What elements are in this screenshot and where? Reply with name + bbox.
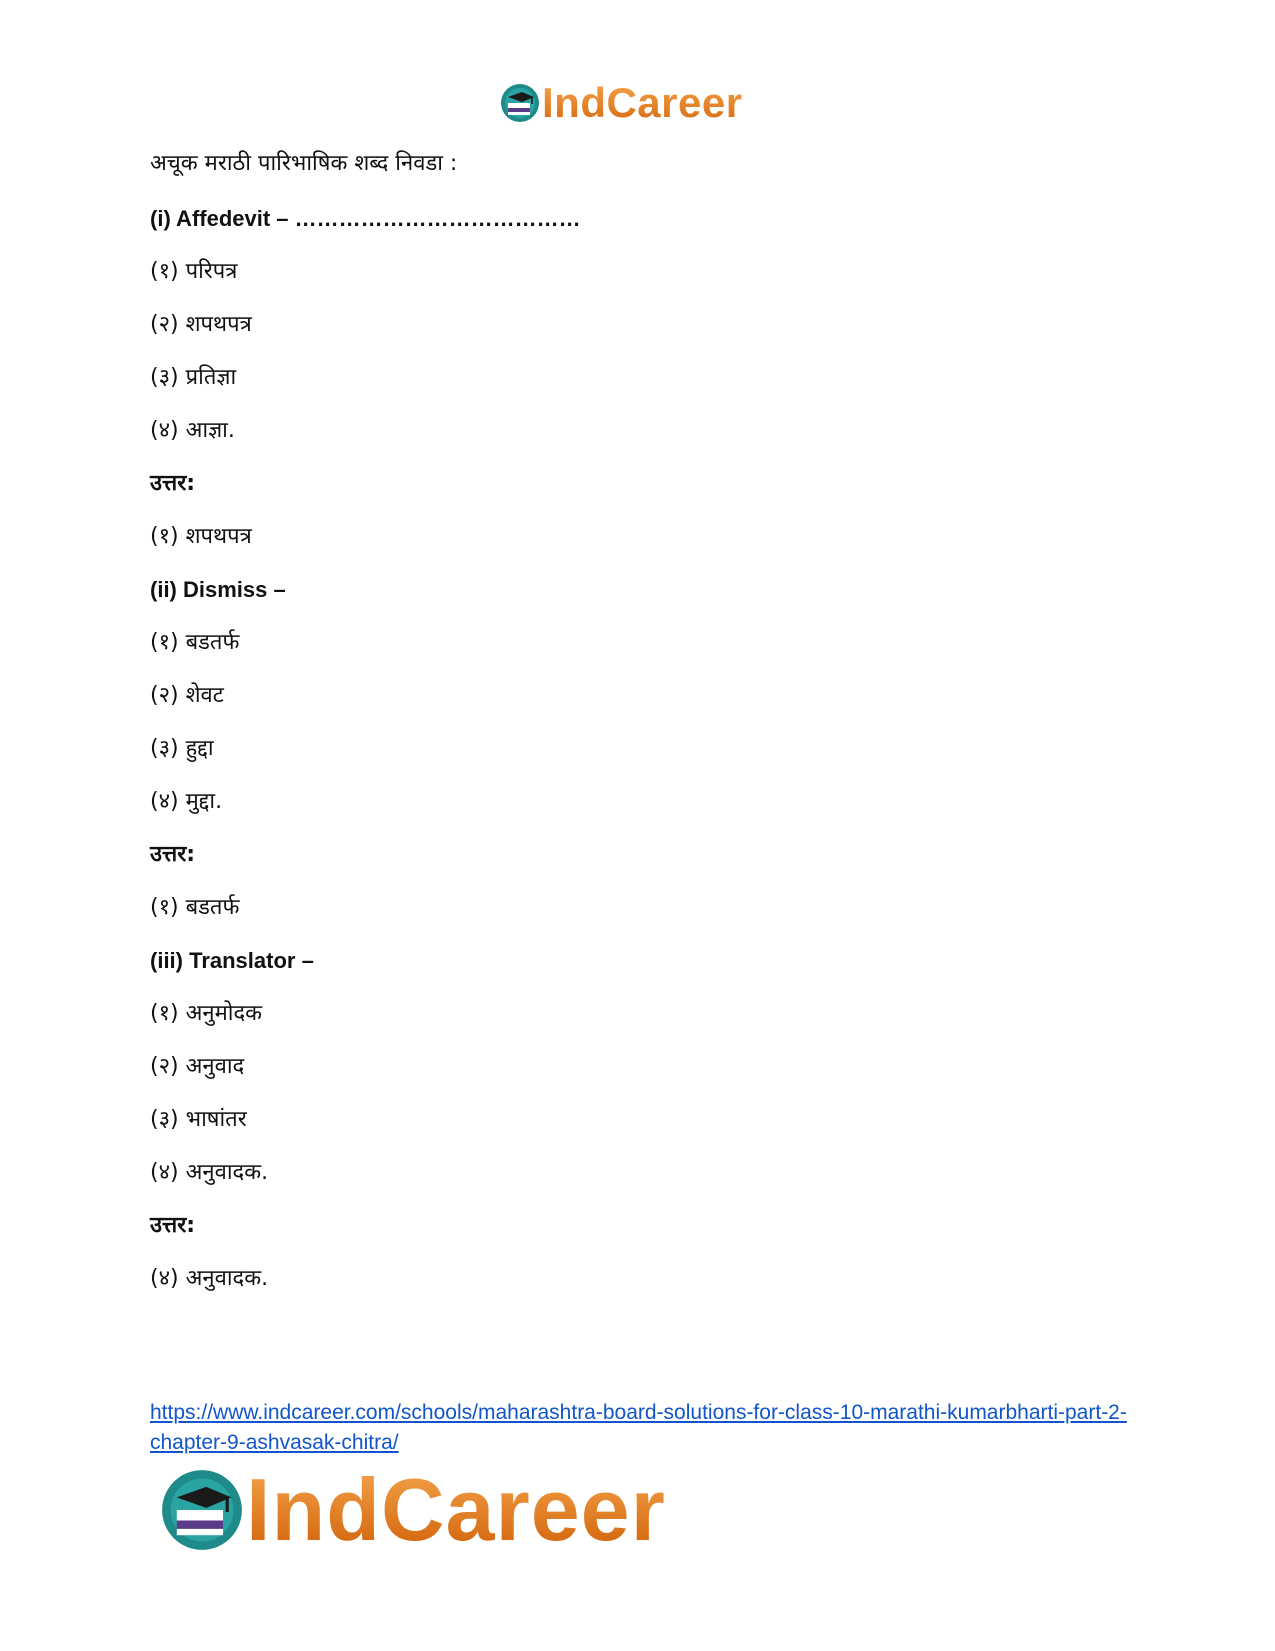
question-prompt: (iii) Translator – bbox=[150, 948, 314, 973]
book-graduation-cap-icon bbox=[160, 1468, 244, 1552]
option-item: (४) अनुवादक. bbox=[150, 1160, 269, 1185]
option-item: (२) शेवट bbox=[150, 683, 224, 708]
option-item: (३) हुद्दा bbox=[150, 736, 214, 761]
question-prompt: (i) Affedevit – ………………………………… bbox=[150, 206, 581, 231]
page-heading: अचूक मराठी पारिभाषिक शब्द निवडा : bbox=[150, 151, 458, 176]
option-item: (२) अनुवाद bbox=[150, 1054, 245, 1079]
option-item: (४) मुद्दा. bbox=[150, 789, 223, 814]
header-logo bbox=[500, 78, 743, 128]
answer-label: उत्तर: bbox=[150, 842, 196, 867]
book-graduation-cap-icon bbox=[500, 83, 540, 123]
answer-value: (१) शपथपत्र bbox=[150, 524, 252, 549]
answer-label: उत्तर: bbox=[150, 471, 196, 496]
option-item: (१) अनुमोदक bbox=[150, 1001, 263, 1026]
option-item: (३) प्रतिज्ञा bbox=[150, 365, 237, 390]
brand-name: IndCareer bbox=[246, 1460, 666, 1559]
option-item: (३) भाषांतर bbox=[150, 1107, 247, 1132]
option-item: (१) परिपत्र bbox=[150, 259, 238, 284]
footer-logo bbox=[160, 1460, 666, 1559]
question-prompt: (ii) Dismiss – bbox=[150, 577, 286, 602]
option-item: (१) बडतर्फ bbox=[150, 630, 240, 655]
option-item: (४) आज्ञा. bbox=[150, 418, 235, 443]
answer-value: (४) अनुवादक. bbox=[150, 1266, 269, 1291]
source-link[interactable]: https://www.indcareer.com/schools/maharashtra-board-solutions-for-class-10-marathi-kumarbharti-part-2-chapter-9-ashvasak-chitra/ bbox=[150, 1401, 1127, 1454]
option-item: (२) शपथपत्र bbox=[150, 312, 252, 337]
answer-label: उत्तर: bbox=[150, 1213, 196, 1238]
answer-value: (१) बडतर्फ bbox=[150, 895, 240, 920]
brand-name: IndCareer bbox=[542, 79, 743, 126]
